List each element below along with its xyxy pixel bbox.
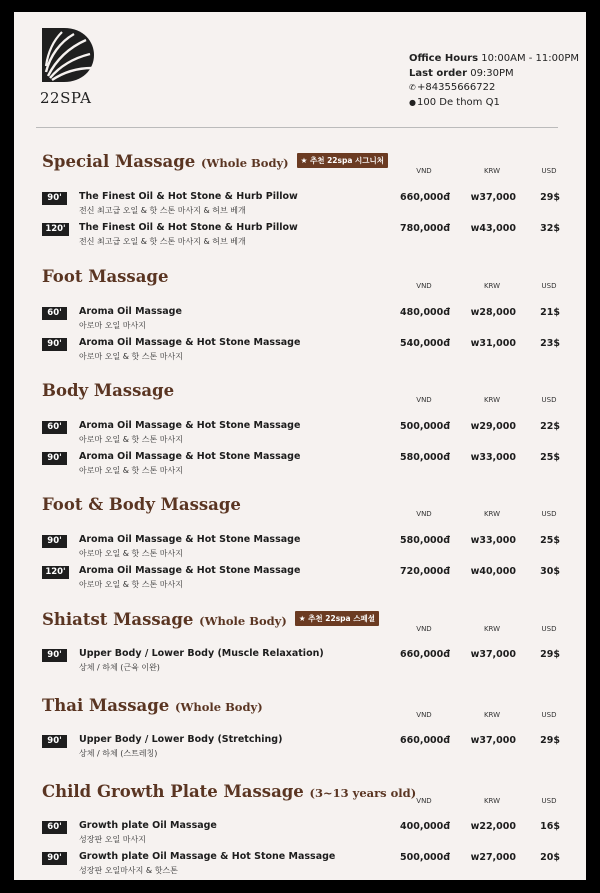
item-name-ko: 아로마 오일 & 핫 스톤 마사지 [79, 549, 183, 558]
price-krw: w31,000 [470, 338, 516, 349]
duration-badge: 120' [42, 566, 69, 579]
menu-item-row [42, 533, 572, 563]
price-krw: w37,000 [470, 735, 516, 746]
section-title [42, 782, 416, 801]
price-usd: 29$ [540, 649, 560, 660]
menu-item-row [42, 819, 572, 849]
column-header-usd: USD [541, 625, 557, 633]
item-name-ko: 전신 최고급 오일 & 핫 스톤 마사지 & 허브 베개 [79, 206, 246, 215]
section-title [42, 152, 388, 171]
item-name-en: Aroma Oil Massage & Hot Stone Massage [79, 534, 301, 545]
leaf-d-logo-icon [38, 26, 96, 84]
duration-badge: 60' [42, 821, 67, 834]
price-krw: w22,000 [470, 821, 516, 832]
duration-badge: 60' [42, 307, 67, 320]
price-vnd: 400,000đ [400, 821, 451, 832]
hours-value: 10:00AM - 11:00PM [481, 53, 580, 64]
item-name-ko: 성장판 오일마사지 & 핫스톤 [79, 866, 178, 875]
address: 100 De thom Q1 [417, 96, 500, 108]
price-krw: w40,000 [470, 566, 516, 577]
section-subtitle: (Whole Body) [199, 614, 287, 628]
section-title [42, 696, 263, 715]
menu-item-row [42, 419, 572, 449]
price-vnd: 540,000đ [400, 338, 451, 349]
column-header-krw: KRW [483, 797, 501, 805]
section-title-main: Child Growth Plate Massage [42, 782, 304, 801]
brand-logo [38, 26, 100, 96]
duration-badge: 60' [42, 421, 67, 434]
column-header-krw: KRW [483, 711, 501, 719]
star-icon: ★ [298, 614, 309, 623]
price-usd: 16$ [540, 821, 560, 832]
column-header-vnd: VND [416, 510, 432, 518]
price-krw: w29,000 [470, 421, 516, 432]
office-info [409, 52, 579, 110]
price-usd: 29$ [540, 192, 560, 203]
menu-item-row [42, 190, 572, 220]
section-title [42, 495, 241, 514]
price-vnd: 480,000đ [400, 307, 451, 318]
duration-badge: 120' [42, 223, 69, 236]
column-header-krw: KRW [483, 282, 501, 290]
item-name-en: Upper Body / Lower Body (Stretching) [79, 734, 283, 745]
menu-item-row [42, 850, 572, 880]
item-name-en: The Finest Oil & Hot Stone & Hurb Pillow [79, 191, 298, 202]
star-icon: ★ [300, 156, 310, 165]
duration-badge: 90' [42, 192, 67, 205]
section-title-main: Shiatst Massage [42, 610, 194, 629]
price-vnd: 580,000đ [400, 452, 451, 463]
column-header-vnd: VND [416, 711, 432, 719]
price-krw: w27,000 [470, 852, 516, 863]
column-header-usd: USD [541, 797, 557, 805]
menu-item-row [42, 305, 572, 335]
column-header-krw: KRW [483, 167, 501, 175]
column-header-krw: KRW [483, 510, 501, 518]
menu-item-row [42, 336, 572, 366]
price-vnd: 660,000đ [400, 735, 451, 746]
last-order-value: 09:30PM [470, 67, 514, 79]
section-title-main: Thai Massage [42, 696, 170, 715]
section-title [42, 381, 174, 400]
column-header-vnd: VND [416, 797, 432, 805]
item-name-ko: 성장판 오일 마사지 [79, 835, 146, 844]
duration-badge: 90' [42, 649, 67, 662]
section-subtitle: (Whole Body) [200, 156, 289, 170]
price-vnd: 780,000đ [400, 223, 451, 234]
phone-icon: ✆ [409, 83, 416, 92]
price-krw: w33,000 [470, 535, 516, 546]
item-name-en: Aroma Oil Massage & Hot Stone Massage [79, 420, 301, 431]
section-subtitle: (3~13 years old) [309, 786, 417, 800]
price-krw: w28,000 [470, 307, 516, 318]
header-divider [36, 127, 558, 128]
item-name-en: The Finest Oil & Hot Stone & Hurb Pillow [79, 222, 298, 233]
section-title-main: Foot Massage [42, 267, 169, 286]
item-name-ko: 아로마 오일 & 핫 스톤 마사지 [79, 435, 183, 444]
menu-item-row [42, 564, 572, 594]
item-name-en: Aroma Oil Massage [79, 306, 182, 317]
column-header-usd: USD [541, 510, 557, 518]
duration-badge: 90' [42, 452, 67, 465]
price-krw: w37,000 [470, 649, 516, 660]
duration-badge: 90' [42, 852, 67, 865]
column-header-usd: USD [541, 282, 557, 290]
menu-item-row [42, 733, 572, 763]
section-title-main: Special Massage [42, 152, 196, 171]
item-name-ko: 아로마 오일 & 핫 스톤 마사지 [79, 580, 183, 589]
location-pin-icon: ● [409, 97, 416, 107]
column-header-krw: KRW [483, 625, 501, 633]
item-name-ko: 아로마 오일 & 핫 스톤 마사지 [79, 466, 183, 475]
price-usd: 30$ [540, 566, 560, 577]
item-name-en: Growth plate Oil Massage & Hot Stone Massage [79, 851, 336, 862]
duration-badge: 90' [42, 338, 67, 351]
item-name-ko: 전신 최고급 오일 & 핫 스톤 마사지 & 허브 베개 [79, 237, 246, 246]
item-name-ko: 상체 / 하체 (스트레칭) [79, 749, 158, 758]
section-title-main: Foot & Body Massage [42, 495, 241, 514]
section-title [42, 610, 379, 629]
item-name-ko: 상체 / 하체 (근육 이완) [79, 663, 160, 672]
menu-item-row [42, 647, 572, 677]
menu-page [14, 12, 586, 880]
price-usd: 25$ [540, 452, 560, 463]
item-name-en: Upper Body / Lower Body (Muscle Relaxation) [79, 648, 324, 659]
price-usd: 23$ [540, 338, 560, 349]
price-vnd: 720,000đ [400, 566, 451, 577]
item-name-en: Aroma Oil Massage & Hot Stone Massage [79, 565, 301, 576]
column-header-usd: USD [541, 396, 557, 404]
menu-item-row [42, 221, 572, 251]
column-header-usd: USD [541, 167, 557, 175]
price-vnd: 580,000đ [400, 535, 451, 546]
duration-badge: 90' [42, 735, 67, 748]
item-name-ko: 아로마 오일 마사지 [79, 321, 146, 330]
column-header-vnd: VND [416, 282, 432, 290]
price-krw: w43,000 [470, 223, 516, 234]
price-usd: 25$ [540, 535, 560, 546]
menu-item-row [42, 450, 572, 480]
badge-text: 추천 22spa 스페셜 [308, 614, 375, 623]
item-name-ko: 아로마 오일 & 핫 스톤 마사지 [79, 352, 183, 361]
badge-text: 추천 22spa 시그니처 [309, 156, 384, 165]
section-subtitle: (Whole Body) [175, 700, 263, 714]
column-header-krw: KRW [483, 396, 501, 404]
item-name-en: Aroma Oil Massage & Hot Stone Massage [79, 337, 301, 348]
hours-label: Office Hours [409, 53, 479, 64]
phone-number: +84355666722 [417, 82, 496, 93]
column-header-vnd: VND [416, 625, 432, 633]
duration-badge: 90' [42, 535, 67, 548]
recommend-badge [295, 611, 379, 626]
price-vnd: 500,000đ [400, 852, 451, 863]
price-krw: w33,000 [470, 452, 516, 463]
price-usd: 21$ [540, 307, 560, 318]
column-header-vnd: VND [416, 396, 432, 404]
section-title-main: Body Massage [42, 381, 175, 400]
price-usd: 22$ [540, 421, 560, 432]
price-usd: 29$ [540, 735, 560, 746]
recommend-badge [297, 153, 388, 168]
price-vnd: 500,000đ [400, 421, 451, 432]
item-name-en: Aroma Oil Massage & Hot Stone Massage [79, 451, 301, 462]
price-usd: 20$ [540, 852, 560, 863]
brand-name: 22SPA [40, 89, 92, 107]
last-order-label: Last order [409, 67, 468, 79]
item-name-en: Growth plate Oil Massage [79, 820, 217, 831]
column-header-usd: USD [541, 711, 557, 719]
price-usd: 32$ [540, 223, 560, 234]
column-header-vnd: VND [416, 167, 432, 175]
price-vnd: 660,000đ [400, 192, 451, 203]
price-vnd: 660,000đ [400, 649, 451, 660]
section-title [42, 267, 168, 286]
price-krw: w37,000 [470, 192, 516, 203]
